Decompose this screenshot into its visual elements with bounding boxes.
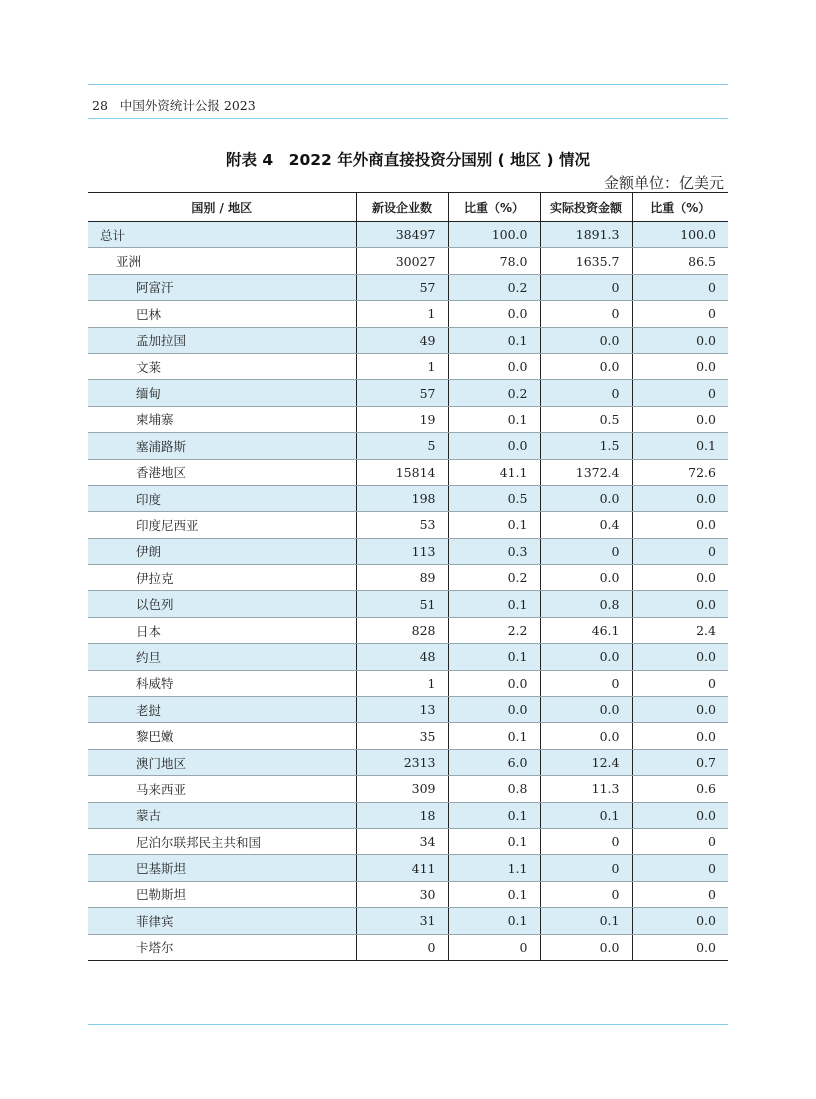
table-header-row — [88, 193, 728, 222]
amount-share-cell: 72.6 — [632, 459, 728, 485]
region-name-cell: 塞浦路斯 — [88, 433, 356, 459]
header-rule-bottom — [88, 118, 728, 119]
amount-cell: 0 — [540, 301, 632, 327]
count-cell: 15814 — [356, 459, 448, 485]
amount-share-cell: 0.0 — [632, 565, 728, 591]
table-row — [88, 697, 728, 723]
count-cell: 35 — [356, 723, 448, 749]
amount-cell: 46.1 — [540, 617, 632, 643]
amount-cell: 0 — [540, 274, 632, 300]
table-row — [88, 485, 728, 511]
amount-share-cell: 0.7 — [632, 749, 728, 775]
table-row — [88, 406, 728, 432]
count-share-cell: 0.2 — [448, 565, 540, 591]
column-header: 新设企业数 — [356, 193, 448, 222]
count-share-cell: 0.1 — [448, 327, 540, 353]
region-name-cell: 亚洲 — [88, 248, 356, 274]
amount-share-cell: 0.1 — [632, 433, 728, 459]
amount-share-cell: 0.0 — [632, 723, 728, 749]
count-share-cell: 100.0 — [448, 222, 540, 248]
column-header: 比重（%） — [448, 193, 540, 222]
table-row — [88, 459, 728, 485]
amount-cell: 0.0 — [540, 327, 632, 353]
table-row — [88, 749, 728, 775]
amount-share-cell: 0 — [632, 855, 728, 881]
region-name-cell: 巴基斯坦 — [88, 855, 356, 881]
amount-share-cell: 0.0 — [632, 934, 728, 960]
region-name-cell: 老挝 — [88, 697, 356, 723]
table-row — [88, 274, 728, 300]
amount-cell: 0.0 — [540, 485, 632, 511]
count-cell: 0 — [356, 934, 448, 960]
table-body — [88, 222, 728, 961]
count-cell: 5 — [356, 433, 448, 459]
region-name-cell: 伊朗 — [88, 538, 356, 564]
table-row — [88, 222, 728, 248]
table-title: 附表 4 2022 年外商直接投资分国别 ( 地区 ) 情况 — [226, 151, 590, 169]
amount-cell: 0.5 — [540, 406, 632, 432]
amount-share-cell: 0.0 — [632, 697, 728, 723]
table-row — [88, 670, 728, 696]
count-cell: 113 — [356, 538, 448, 564]
amount-cell: 0.1 — [540, 908, 632, 934]
count-cell: 1 — [356, 301, 448, 327]
count-share-cell: 2.2 — [448, 617, 540, 643]
amount-share-cell: 100.0 — [632, 222, 728, 248]
column-header: 国别 / 地区 — [88, 193, 356, 222]
amount-share-cell: 0 — [632, 828, 728, 854]
table-row — [88, 908, 728, 934]
count-share-cell: 0.0 — [448, 670, 540, 696]
count-cell: 198 — [356, 485, 448, 511]
amount-share-cell: 0 — [632, 301, 728, 327]
amount-cell: 12.4 — [540, 749, 632, 775]
amount-share-cell: 0 — [632, 881, 728, 907]
count-cell: 51 — [356, 591, 448, 617]
count-cell: 30027 — [356, 248, 448, 274]
table-row — [88, 881, 728, 907]
amount-share-cell: 0.0 — [632, 908, 728, 934]
count-share-cell: 1.1 — [448, 855, 540, 881]
region-name-cell: 约旦 — [88, 644, 356, 670]
amount-cell: 0 — [540, 670, 632, 696]
running-header — [92, 96, 256, 114]
count-cell: 57 — [356, 380, 448, 406]
amount-cell: 0 — [540, 881, 632, 907]
amount-cell: 1891.3 — [540, 222, 632, 248]
region-name-cell: 以色列 — [88, 591, 356, 617]
amount-cell: 0.0 — [540, 934, 632, 960]
header-rule-top — [88, 84, 728, 85]
amount-cell: 0.0 — [540, 353, 632, 379]
count-share-cell: 0.1 — [448, 644, 540, 670]
column-header: 比重（%） — [632, 193, 728, 222]
table-row — [88, 934, 728, 960]
count-share-cell: 41.1 — [448, 459, 540, 485]
amount-share-cell: 0.0 — [632, 591, 728, 617]
count-cell: 48 — [356, 644, 448, 670]
count-cell: 411 — [356, 855, 448, 881]
count-share-cell: 6.0 — [448, 749, 540, 775]
count-share-cell: 0.1 — [448, 723, 540, 749]
table-row — [88, 301, 728, 327]
count-cell: 2313 — [356, 749, 448, 775]
table-row — [88, 327, 728, 353]
amount-cell: 0 — [540, 380, 632, 406]
region-name-cell: 伊拉克 — [88, 565, 356, 591]
table-row — [88, 644, 728, 670]
region-name-cell: 印度尼西亚 — [88, 512, 356, 538]
table-row — [88, 591, 728, 617]
count-share-cell: 78.0 — [448, 248, 540, 274]
amount-share-cell: 0 — [632, 380, 728, 406]
table-row — [88, 828, 728, 854]
amount-cell: 0.0 — [540, 723, 632, 749]
amount-share-cell: 0.0 — [632, 802, 728, 828]
count-share-cell: 0.2 — [448, 380, 540, 406]
amount-share-cell: 0 — [632, 538, 728, 564]
count-cell: 1 — [356, 670, 448, 696]
table-row — [88, 512, 728, 538]
amount-share-cell: 0 — [632, 670, 728, 696]
count-share-cell: 0.0 — [448, 433, 540, 459]
region-name-cell: 孟加拉国 — [88, 327, 356, 353]
count-cell: 13 — [356, 697, 448, 723]
region-name-cell: 菲律宾 — [88, 908, 356, 934]
table-row — [88, 776, 728, 802]
table-row — [88, 617, 728, 643]
count-share-cell: 0.1 — [448, 908, 540, 934]
count-share-cell: 0.3 — [448, 538, 540, 564]
table-row — [88, 723, 728, 749]
region-name-cell: 巴勒斯坦 — [88, 881, 356, 907]
count-share-cell: 0.1 — [448, 591, 540, 617]
count-share-cell: 0.1 — [448, 406, 540, 432]
count-cell: 828 — [356, 617, 448, 643]
count-share-cell: 0.2 — [448, 274, 540, 300]
amount-cell: 1635.7 — [540, 248, 632, 274]
table-row — [88, 433, 728, 459]
count-share-cell: 0.1 — [448, 802, 540, 828]
amount-cell: 0 — [540, 828, 632, 854]
amount-cell: 0.0 — [540, 644, 632, 670]
count-cell: 18 — [356, 802, 448, 828]
table-row — [88, 802, 728, 828]
count-share-cell: 0.8 — [448, 776, 540, 802]
count-cell: 30 — [356, 881, 448, 907]
amount-cell: 0.4 — [540, 512, 632, 538]
count-share-cell: 0.0 — [448, 301, 540, 327]
table-row — [88, 538, 728, 564]
region-name-cell: 香港地区 — [88, 459, 356, 485]
count-cell: 53 — [356, 512, 448, 538]
region-name-cell: 科威特 — [88, 670, 356, 696]
region-name-cell: 总计 — [88, 222, 356, 248]
table-row — [88, 380, 728, 406]
table-row — [88, 855, 728, 881]
amount-cell: 11.3 — [540, 776, 632, 802]
region-name-cell: 马来西亚 — [88, 776, 356, 802]
count-share-cell: 0.0 — [448, 353, 540, 379]
amount-share-cell: 0.0 — [632, 406, 728, 432]
amount-cell: 0.8 — [540, 591, 632, 617]
investment-table — [88, 192, 728, 961]
region-name-cell: 缅甸 — [88, 380, 356, 406]
amount-cell: 0.1 — [540, 802, 632, 828]
count-cell: 309 — [356, 776, 448, 802]
amount-share-cell: 86.5 — [632, 248, 728, 274]
count-cell: 89 — [356, 565, 448, 591]
footer-rule — [88, 1024, 728, 1025]
region-name-cell: 巴林 — [88, 301, 356, 327]
amount-share-cell: 0.0 — [632, 512, 728, 538]
amount-cell: 0 — [540, 538, 632, 564]
amount-cell: 0.0 — [540, 565, 632, 591]
unit-label: 金额单位：亿美元 — [603, 174, 724, 192]
region-name-cell: 文莱 — [88, 353, 356, 379]
count-share-cell: 0.1 — [448, 881, 540, 907]
amount-cell: 1372.4 — [540, 459, 632, 485]
amount-share-cell: 2.4 — [632, 617, 728, 643]
count-cell: 31 — [356, 908, 448, 934]
amount-share-cell: 0 — [632, 274, 728, 300]
count-share-cell: 0.0 — [448, 697, 540, 723]
amount-share-cell: 0.6 — [632, 776, 728, 802]
publication-title: 中国外资统计公报 2023 — [119, 98, 256, 113]
count-share-cell: 0.1 — [448, 828, 540, 854]
table-row — [88, 565, 728, 591]
region-name-cell: 印度 — [88, 485, 356, 511]
region-name-cell: 日本 — [88, 617, 356, 643]
amount-share-cell: 0.0 — [632, 644, 728, 670]
region-name-cell: 黎巴嫩 — [88, 723, 356, 749]
amount-share-cell: 0.0 — [632, 327, 728, 353]
page-number: 28 — [92, 98, 108, 113]
amount-share-cell: 0.0 — [632, 485, 728, 511]
count-share-cell: 0 — [448, 934, 540, 960]
region-name-cell: 尼泊尔联邦民主共和国 — [88, 828, 356, 854]
amount-cell: 1.5 — [540, 433, 632, 459]
count-cell: 38497 — [356, 222, 448, 248]
region-name-cell: 柬埔寨 — [88, 406, 356, 432]
count-cell: 19 — [356, 406, 448, 432]
region-name-cell: 阿富汗 — [88, 274, 356, 300]
region-name-cell: 澳门地区 — [88, 749, 356, 775]
count-share-cell: 0.5 — [448, 485, 540, 511]
count-cell: 1 — [356, 353, 448, 379]
count-cell: 57 — [356, 274, 448, 300]
count-cell: 49 — [356, 327, 448, 353]
region-name-cell: 卡塔尔 — [88, 934, 356, 960]
amount-cell: 0.0 — [540, 697, 632, 723]
region-name-cell: 蒙古 — [88, 802, 356, 828]
count-cell: 34 — [356, 828, 448, 854]
table-row — [88, 248, 728, 274]
count-share-cell: 0.1 — [448, 512, 540, 538]
amount-share-cell: 0.0 — [632, 353, 728, 379]
table-row — [88, 353, 728, 379]
amount-cell: 0 — [540, 855, 632, 881]
column-header: 实际投资金额 — [540, 193, 632, 222]
